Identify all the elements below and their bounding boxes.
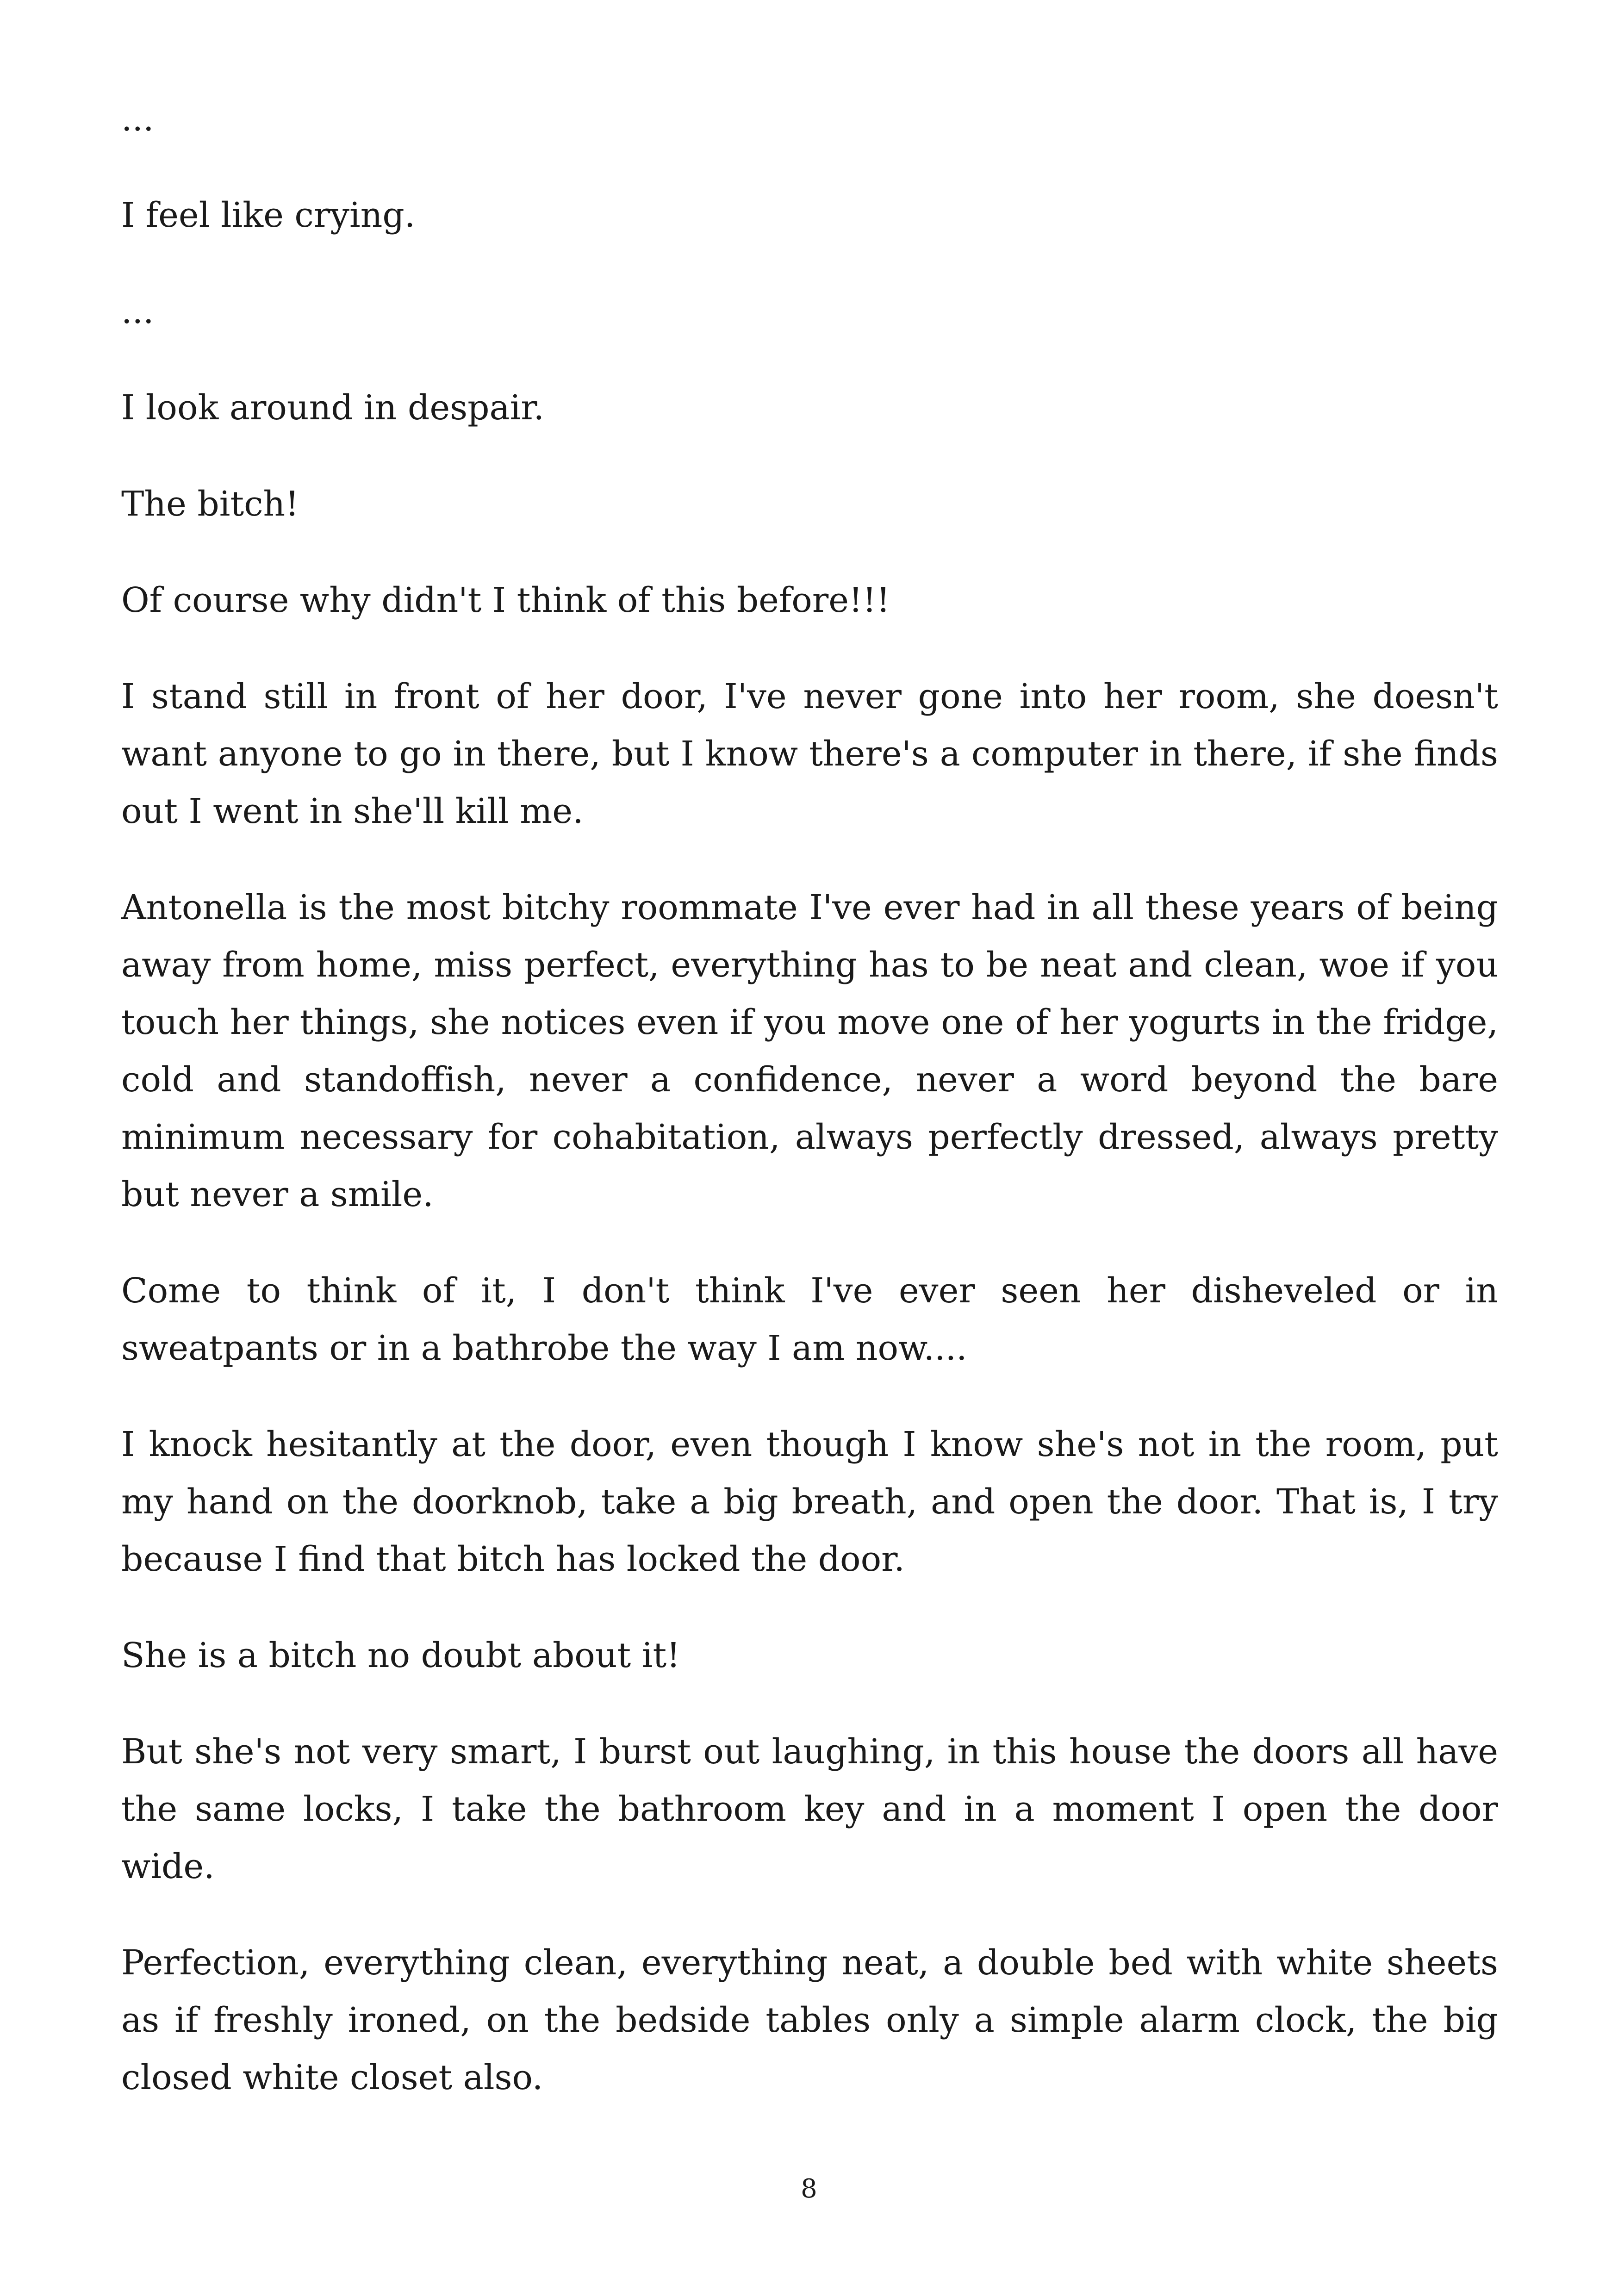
paragraph: I knock hesitantly at the door, even though I know she's not in the room, put my hand on the doorknob, take a big breath, and open the door. That is, I try because I find that bitch has locked the door.: [121, 1425, 1498, 1579]
paragraph: ...: [121, 292, 154, 331]
paragraph: I look around in despair.: [121, 388, 545, 428]
paragraph: I feel like crying.: [121, 195, 416, 235]
paragraph: She is a bitch no doubt about it!: [121, 1636, 680, 1675]
paragraph: ...: [121, 99, 154, 139]
paragraph: Antonella is the most bitchy roommate I've ever had in all these years of being away from home, miss perfect, everything has to be neat and clean, woe if you touch her things, she notices even if you move one of her yogurts in the fridge, cold and standoffish, never a confidence, never a word beyond the bare minimum necessary for cohabitation, always perfectly dressed, always pretty but never a smile.: [121, 888, 1498, 1214]
paragraph: Perfection, everything clean, everything neat, a double bed with white sheets as if freshly ironed, on the bedside tables only a simple alarm clock, the big closed white closet also.: [121, 1943, 1498, 2097]
page-number: 8: [801, 2174, 817, 2204]
paragraph: Come to think of it, I don't think I've ever seen her disheveled or in sweatpants or in a bathrobe the way I am now....: [121, 1271, 1498, 1368]
paragraph: Of course why didn't I think of this before!!!: [121, 580, 890, 620]
paragraph: I stand still in front of her door, I've never gone into her room, she doesn't want anyone to go in there, but I know there's a computer in there, if she finds out I went in she'll kill me.: [121, 677, 1498, 831]
paragraph: The bitch!: [121, 484, 299, 524]
body-text: [121, 90, 1498, 2145]
paragraph: But she's not very smart, I burst out laughing, in this house the doors all have the same locks, I take the bathroom key and in a moment I open the door wide.: [121, 1732, 1498, 1886]
